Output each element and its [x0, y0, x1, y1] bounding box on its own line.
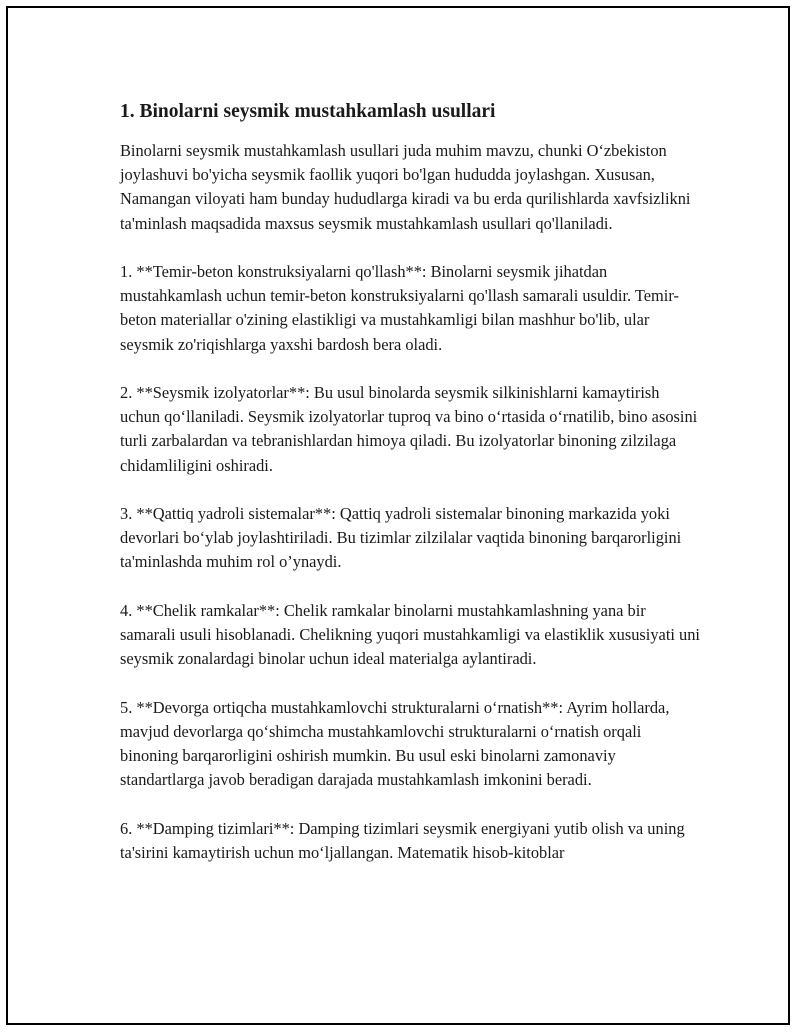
paragraph-temir-beton: 1. **Temir-beton konstruksiyalarni qo'llash**: Binolarni seysmik jihatdan mustahkamlash uchun temir-beton konstruksiyalarni qo'llash samarali usuldir. Temir-beton materiallar o'zining elastikligi va mustahkamligi bilan mashhur bo'lib, ular seysmik zo'riqishlarga yaxshi bardosh bera oladi.: [120, 262, 679, 354]
paragraph-damping-tizimlari: 6. **Damping tizimlari**: Damping tizimlari seysmik energiyani yutib olish va uning ta'sirini kamaytirish uchun mo‘ljallangan. Matematik hisob-kitoblar: [120, 818, 685, 862]
paragraph-chelik-ramkalar: 4. **Chelik ramkalar**: Chelik ramkalar binolarni mustahkamlashning yana bir samarali usuli hisoblanadi. Chelikning yuqori mustahkamligi va elastiklik xususiyati uni seysmik zonalardagi binolar uchun ideal materialga aylantiradi.: [120, 600, 700, 669]
page-frame: [6, 6, 790, 1025]
document-body: [120, 96, 700, 865]
section-heading: 1. Binolarni seysmik mustahkamlash usullari: [120, 101, 496, 122]
paragraph-seysmik-izolyatorlar: 2. **Seysmik izolyatorlar**: Bu usul binolarda seysmik silkinishlarni kamaytirish uchun qo‘llaniladi. Seysmik izolyatorlar tuproq va bino o‘rtasida o‘rnatilib, bino asosini turli zarbalardan va tebranishlardan himoya qiladi. Bu izolyatorlar binoning zilzilaga chidamliligini oshiradi.: [120, 383, 698, 475]
paragraph-qattiq-yadroli: 3. **Qattiq yadroli sistemalar**: Qattiq yadroli sistemalar binoning markazida yoki devorlari bo‘ylab joylashtiriladi. Bu tizimlar zilzilalar vaqtida binoning barqarorligini ta'minlashda muhim rol o’ynaydi.: [120, 504, 682, 572]
intro-paragraph: Binolarni seysmik mustahkamlash usullari juda muhim mavzu, chunki O‘zbekiston joylashuvi bo'yicha seysmik faollik yuqori bo'lgan hududda joylashgan. Xususan, Namangan viloyati ham bunday hududlarga kiradi va bu erda qurilishlarda xavfsizlikni ta'minlash maqsadida maxsus seysmik mustahkamlash usullari qo'llaniladi.: [120, 141, 691, 233]
paragraph-devor-strukturalar: 5. **Devorga ortiqcha mustahkamlovchi strukturalarni o‘rnatish**: Ayrim hollarda, mavjud devorlarga qo‘shimcha mustahkamlovchi strukturalarni o‘rnatish orqali binoning barqarorligini oshirish mumkin. Bu usul eski binolarni zamonaviy standartlarga javob beradigan darajada mustahkamlash imkonini beradi.: [120, 697, 670, 790]
